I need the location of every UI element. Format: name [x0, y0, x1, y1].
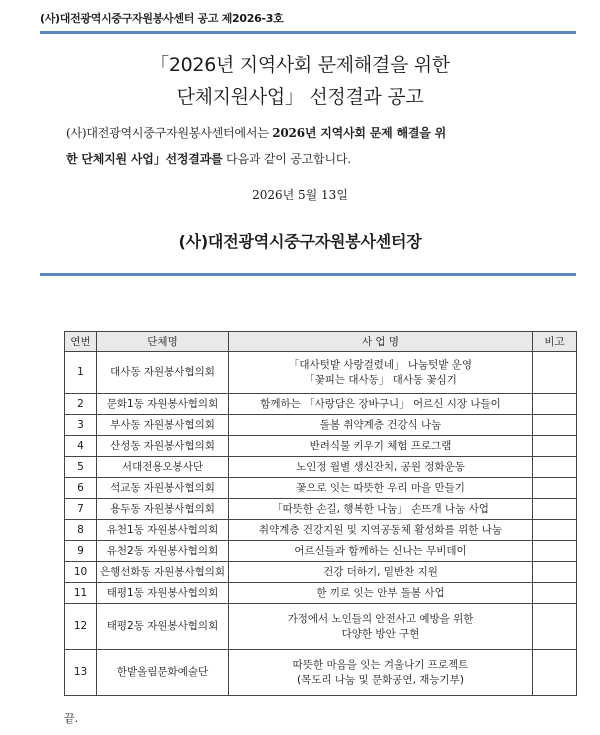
bottom-divider	[40, 273, 576, 276]
row-project	[229, 604, 533, 650]
row-project-line: 취약계층 건강지원 및 지역공동체 활성화를 위한 나눔	[258, 523, 503, 536]
row-project	[229, 415, 533, 436]
row-project	[229, 650, 533, 696]
row-note	[533, 520, 577, 541]
body-line-1-bold: 2026년 지역사회 문제 해결을 위	[272, 126, 447, 140]
row-project-line: 따뜻한 마음을 잇는 겨울나기 프로젝트	[292, 658, 469, 671]
row-no: 1	[65, 352, 97, 394]
row-note	[533, 415, 577, 436]
table-row	[65, 604, 577, 650]
table-row	[65, 562, 577, 583]
row-org: 태평2동 자원봉사협의회	[97, 604, 229, 650]
row-org: 용두동 자원봉사협의회	[97, 499, 229, 520]
body-line-2	[66, 146, 566, 172]
row-no: 10	[65, 562, 97, 583]
table-row	[65, 394, 577, 415]
row-project-line: 건강 더하기, 밑반찬 지원	[323, 565, 438, 578]
row-project-line: 꽃으로 잇는 따뜻한 우리 마을 만들기	[296, 481, 465, 494]
row-org: 대사동 자원봉사협의회	[97, 352, 229, 394]
row-project	[229, 520, 533, 541]
header-project: 사 업 명	[229, 332, 533, 352]
body-line-2-suffix: 다음과 같이 공고합니다.	[222, 152, 351, 166]
row-project	[229, 352, 533, 394]
table-row	[65, 499, 577, 520]
table-header-row	[65, 332, 577, 352]
row-no: 5	[65, 457, 97, 478]
row-no: 3	[65, 415, 97, 436]
row-project	[229, 499, 533, 520]
table-row	[65, 583, 577, 604]
table-row	[65, 436, 577, 457]
row-note	[533, 583, 577, 604]
row-project	[229, 583, 533, 604]
row-note	[533, 604, 577, 650]
row-no: 2	[65, 394, 97, 415]
row-project	[229, 394, 533, 415]
table-row	[65, 415, 577, 436]
row-project-line: (목도리 나눔 및 문화공연, 재능기부)	[297, 673, 464, 686]
body-line-1	[66, 120, 566, 146]
row-org: 태평1동 자원봉사협의회	[97, 583, 229, 604]
row-note	[533, 499, 577, 520]
row-org: 한밭올림문화예술단	[97, 650, 229, 696]
row-note	[533, 478, 577, 499]
announcement-number: (사)대전광역시중구자원봉사센터 공고 제2026-3호	[40, 12, 284, 25]
row-no: 7	[65, 499, 97, 520]
row-no: 11	[65, 583, 97, 604]
row-project	[229, 436, 533, 457]
header-no: 연번	[65, 332, 97, 352]
row-note	[533, 394, 577, 415]
row-note	[533, 457, 577, 478]
row-org: 석교동 자원봉사협의회	[97, 478, 229, 499]
row-project-line: 「따뜻한 손길, 행복한 나눔」 손뜨개 나눔 사업	[272, 502, 489, 515]
table-body	[65, 352, 577, 696]
row-org: 유천2동 자원봉사협의회	[97, 541, 229, 562]
table-row	[65, 457, 577, 478]
row-org: 은행선화동 자원봉사협의회	[97, 562, 229, 583]
title-line-1: 「2026년 지역사회 문제해결을 위한	[150, 54, 450, 76]
row-org: 서대전용오봉사단	[97, 457, 229, 478]
row-project-line: 「대사텃밭 사랑걸렸네」 나눔텃밭 운영	[288, 358, 473, 371]
row-no: 4	[65, 436, 97, 457]
row-org: 산성동 자원봉사협의회	[97, 436, 229, 457]
row-no: 8	[65, 520, 97, 541]
row-org: 부사동 자원봉사협의회	[97, 415, 229, 436]
table-row	[65, 541, 577, 562]
row-project-line: 노인정 월별 생신잔치, 공원 정화운동	[296, 460, 465, 473]
row-note	[533, 562, 577, 583]
row-project-line: 어르신들과 함께하는 신나는 무비데이	[294, 544, 467, 557]
top-divider	[40, 31, 576, 34]
table-row	[65, 478, 577, 499]
table-row	[65, 650, 577, 696]
row-project	[229, 562, 533, 583]
row-note	[533, 541, 577, 562]
row-note	[533, 352, 577, 394]
header-org: 단체명	[97, 332, 229, 352]
row-project-line: 반려식물 키우기 체험 프로그램	[309, 439, 452, 452]
row-project-line: 함께하는 「사랑담은 장바구니」 어르신 시장 나들이	[260, 397, 501, 410]
row-no: 12	[65, 604, 97, 650]
body-line-2-bold: 한 단체지원 사업」선정결과를	[66, 152, 223, 166]
row-project-line: 한 끼로 잇는 안부 돌봄 사업	[316, 586, 445, 599]
table-row	[65, 352, 577, 394]
row-note	[533, 436, 577, 457]
signer: (사)대전광역시중구자원봉사센터장	[178, 232, 422, 251]
row-project-line: 다양한 방안 구현	[341, 627, 420, 640]
row-project-line: 가정에서 노인들의 안전사고 예방을 위한	[287, 612, 474, 625]
title-line-2: 단체지원사업」 선정결과 공고	[176, 86, 424, 108]
row-no: 6	[65, 478, 97, 499]
row-project	[229, 541, 533, 562]
row-org: 문화1동 자원봉사협의회	[97, 394, 229, 415]
table-row	[65, 520, 577, 541]
row-no: 9	[65, 541, 97, 562]
header-note: 비고	[533, 332, 577, 352]
body-line-1-prefix: (사)대전광역시중구자원봉사센터에서는	[66, 126, 273, 140]
row-org: 유천1동 자원봉사협의회	[97, 520, 229, 541]
row-project-line: 돌봄 취약계층 건강식 나눔	[319, 418, 442, 431]
announcement-date: 2026년 5월 13일	[252, 188, 348, 202]
end-mark: 끝.	[64, 712, 79, 725]
row-project	[229, 478, 533, 499]
row-note	[533, 650, 577, 696]
row-project-line: 「꽃피는 대사동」 대사동 꽃심기	[304, 373, 457, 386]
row-project	[229, 457, 533, 478]
selection-results-table	[64, 331, 577, 696]
row-no: 13	[65, 650, 97, 696]
